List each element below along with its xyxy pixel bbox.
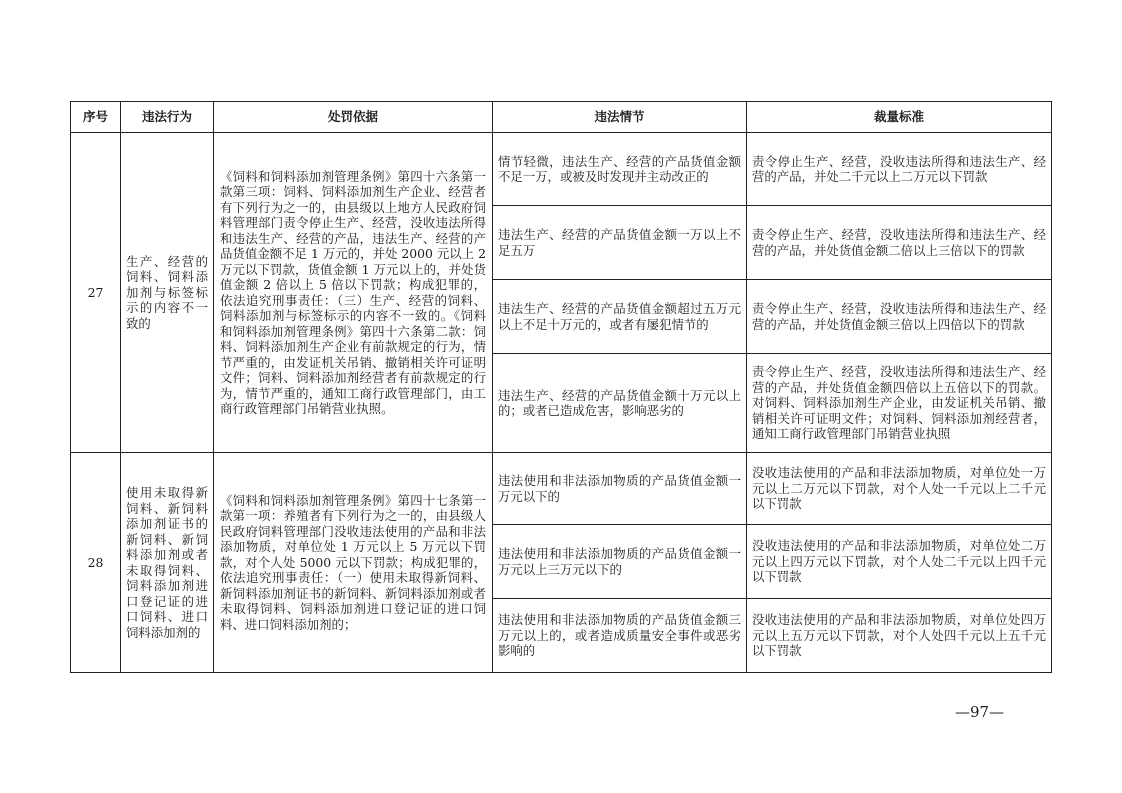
circumstance-cell: 违法使用和非法添加物质的产品货值金额三万元以上的，或者造成质量安全事件或恶劣影响的 (493, 599, 747, 673)
page-number: —97— (955, 703, 1005, 721)
header-basis: 处罚依据 (214, 102, 493, 133)
standard-cell: 责令停止生产、经营，没收违法所得和违法生产、经营的产品，并处货值金额二倍以上三倍以下的罚款 (747, 206, 1052, 280)
table-row (71, 133, 1052, 206)
header-violation: 违法行为 (121, 102, 214, 133)
standard-cell: 责令停止生产、经营，没收违法所得和违法生产、经营的产品，并处货值金额四倍以上五倍以下的罚款。对饲料、饲料添加剂生产企业，由发证机关吊销、撤销相关许可证明文件；对饲料、饲料添加剂经营者，通知工商行政管理部门吊销营业执照 (747, 354, 1052, 453)
circumstance-cell: 违法生产、经营的产品货值金额超过五万元以上不足十万元的，或者有屡犯情节的 (493, 280, 747, 354)
header-no: 序号 (71, 102, 121, 133)
basis-cell: 《饲料和饲料添加剂管理条例》第四十七条第一款第一项：养殖者有下列行为之一的，由县级人民政府饲料管理部门没收违法使用的产品和非法添加物质，对单位处 1 万元以上 5 万元以下罚款，对个人处 5000 元以下罚款；构成犯罪的，依法追究刑事责任：（一）使用未取得新饲料、新饲料添加剂证书的新饲料、新饲料添加剂或者未取得饲料、饲料添加剂进口登记证的进口饲料、进口饲料添加剂的； (214, 453, 493, 673)
standard-cell: 责令停止生产、经营，没收违法所得和违法生产、经营的产品，并处二千元以上二万元以下罚款 (747, 133, 1052, 206)
penalty-discretion-table (70, 101, 1052, 673)
circumstance-cell: 违法使用和非法添加物质的产品货值金额一万元以下的 (493, 453, 747, 525)
header-standard: 裁量标准 (747, 102, 1052, 133)
circumstance-cell: 违法生产、经营的产品货值金额十万元以上的；或者已造成危害，影响恶劣的 (493, 354, 747, 453)
violation-cell: 使用未取得新饲料、新饲料添加剂证书的新饲料、新饲料添加剂或者未取得饲料、饲料添加剂进口登记证的进口饲料、进口饲料添加剂的 (121, 453, 214, 673)
standard-cell: 没收违法使用的产品和非法添加物质，对单位处二万元以上四万元以下罚款，对个人处二千元以上四千元以下罚款 (747, 525, 1052, 599)
circumstance-cell: 情节轻微，违法生产、经营的产品货值金额不足一万，或被及时发现并主动改正的 (493, 133, 747, 206)
violation-cell: 生产、经营的饲料、饲料添加剂与标签标示的内容不一致的 (121, 133, 214, 453)
basis-cell: 《饲料和饲料添加剂管理条例》第四十六条第一款第三项：饲料、饲料添加剂生产企业、经营者有下列行为之一的，由县级以上地方人民政府饲料管理部门责令停止生产、经营，没收违法所得和违法生产、经营的产品，违法生产、经营的产品货值金额不足 1 万元的，并处 2000 元以上 2 万元以下罚款，货值金额 1 万元以上的，并处货值金额 2 倍以上 5 倍以下罚款；构成犯罪的，依法追究刑事责任：（三）生产、经营的饲料、饲料添加剂与标签标示的内容不一致的。《饲料和饲料添加剂管理条例》第四十六条第二款：饲料、饲料添加剂生产企业有前款规定的行为，情节严重的，由发证机关吊销、撤销相关许可证明文件；饲料、饲料添加剂经营者有前款规定的行为，情节严重的，通知工商行政管理部门，由工商行政管理部门吊销营业执照。 (214, 133, 493, 453)
header-circumstance: 违法情节 (493, 102, 747, 133)
standard-cell: 没收违法使用的产品和非法添加物质，对单位处一万元以上二万元以下罚款，对个人处一千元以上二千元以下罚款 (747, 453, 1052, 525)
circumstance-cell: 违法生产、经营的产品货值金额一万以上不足五万 (493, 206, 747, 280)
table-row (71, 453, 1052, 525)
standard-cell: 没收违法使用的产品和非法添加物质，对单位处四万元以上五万元以下罚款，对个人处四千元以上五千元以下罚款 (747, 599, 1052, 673)
item-number: 28 (71, 453, 121, 673)
circumstance-cell: 违法使用和非法添加物质的产品货值金额一万元以上三万元以下的 (493, 525, 747, 599)
table-header-row (71, 102, 1052, 133)
standard-cell: 责令停止生产、经营，没收违法所得和违法生产、经营的产品，并处货值金额三倍以上四倍以下的罚款 (747, 280, 1052, 354)
item-number: 27 (71, 133, 121, 453)
